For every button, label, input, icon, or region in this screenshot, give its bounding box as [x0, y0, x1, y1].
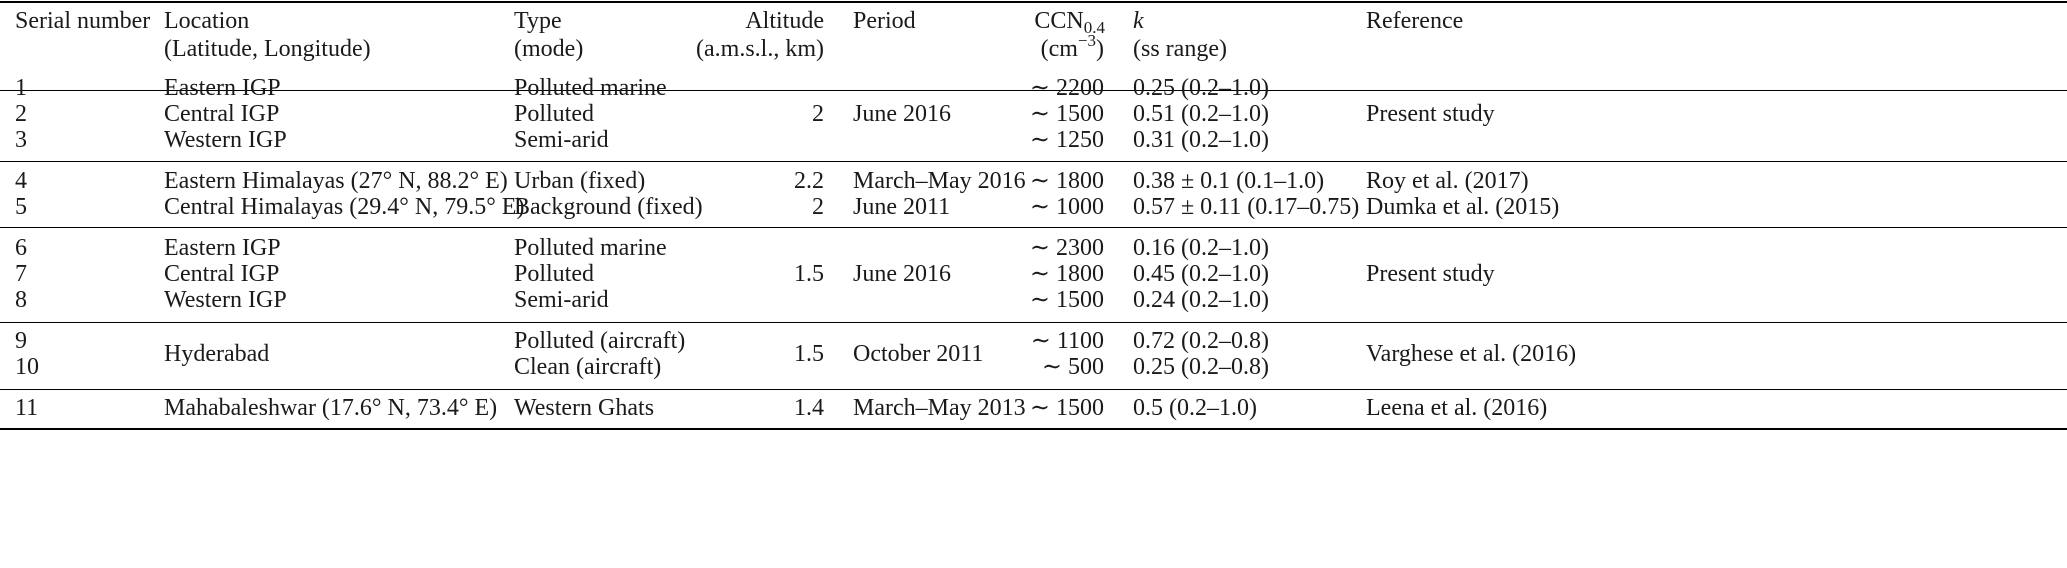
row-2-ccn: ∼ 1500 — [1029, 101, 1104, 127]
row-11-reference: Leena et al. (2016) — [1366, 395, 1548, 421]
row-8-location: Western IGP — [164, 287, 287, 313]
group-rule-4 — [0, 389, 2067, 390]
header-ccn-unit-close: ) — [1096, 36, 1104, 62]
row-5-serial: 5 — [15, 194, 27, 220]
row-11-serial: 11 — [15, 395, 39, 421]
header-serial: Serial number — [15, 8, 151, 34]
row-9-k: 0.72 (0.2–0.8) — [1133, 328, 1269, 354]
row-5-type: Background (fixed) — [514, 194, 703, 220]
row-1-ccn: ∼ 2200 — [1029, 75, 1104, 101]
row-7-serial: 7 — [15, 261, 27, 287]
row-7-period: June 2016 — [853, 261, 951, 287]
row-4-k: 0.38 ± 0.1 (0.1–1.0) — [1133, 168, 1325, 194]
group-9-10-reference: Varghese et al. (2016) — [1366, 341, 1577, 367]
group-9-10-period: October 2011 — [853, 341, 984, 367]
header-altitude: Altitude — [745, 8, 824, 34]
header-ccn-unit-exp: −3 — [1077, 31, 1096, 50]
row-6-k: 0.16 (0.2–1.0) — [1133, 235, 1269, 261]
row-11-type: Western Ghats — [514, 395, 655, 421]
header-altitude-sub: (a.m.s.l., km) — [696, 36, 824, 62]
group-rule-3 — [0, 322, 2067, 323]
group-9-10-altitude: 1.5 — [794, 341, 824, 367]
row-5-altitude: 2 — [812, 194, 824, 220]
row-7-altitude: 1.5 — [794, 261, 824, 287]
row-6-type: Polluted marine — [514, 235, 667, 261]
top-rule — [0, 1, 2067, 3]
row-3-k: 0.31 (0.2–1.0) — [1133, 127, 1269, 153]
row-6-serial: 6 — [15, 235, 27, 261]
header-location: Location — [164, 8, 250, 34]
row-5-k: 0.57 ± 0.11 (0.17–0.75) — [1133, 194, 1360, 220]
row-5-reference: Dumka et al. (2015) — [1366, 194, 1560, 220]
row-1-k: 0.25 (0.2–1.0) — [1133, 75, 1269, 101]
row-5-ccn: ∼ 1000 — [1029, 194, 1104, 220]
group-rule-2 — [0, 227, 2067, 228]
row-2-altitude: 2 — [812, 101, 824, 127]
row-7-location: Central IGP — [164, 261, 280, 287]
row-8-type: Semi-arid — [514, 287, 609, 313]
header-ccn-subscript: 0.4 — [1083, 18, 1105, 37]
row-10-k: 0.25 (0.2–0.8) — [1133, 354, 1269, 380]
row-7-type: Polluted — [514, 261, 595, 287]
row-2-type: Polluted — [514, 101, 595, 127]
row-3-ccn: ∼ 1250 — [1029, 127, 1104, 153]
header-location-sub: (Latitude, Longitude) — [164, 36, 371, 62]
row-3-type: Semi-arid — [514, 127, 609, 153]
row-2-reference: Present study — [1366, 101, 1495, 127]
row-4-location: Eastern Himalayas (27° N, 88.2° E) — [164, 168, 508, 194]
header-period: Period — [853, 8, 916, 34]
header-type-sub: (mode) — [514, 36, 584, 62]
row-9-serial: 9 — [15, 328, 27, 354]
header-ccn-unit — [1041, 32, 1104, 66]
header-k-sub: (ss range) — [1133, 36, 1227, 62]
row-1-serial: 1 — [15, 75, 27, 101]
row-6-ccn: ∼ 2300 — [1029, 235, 1104, 261]
row-4-ccn: ∼ 1800 — [1029, 168, 1104, 194]
row-4-type: Urban (fixed) — [514, 168, 646, 194]
row-9-type: Polluted (aircraft) — [514, 328, 686, 354]
row-10-ccn: ∼ 500 — [1041, 354, 1104, 380]
row-4-period: March–May 2016 — [853, 168, 1026, 194]
row-3-location: Western IGP — [164, 127, 287, 153]
row-9-ccn: ∼ 1100 — [1030, 328, 1104, 354]
row-10-type: Clean (aircraft) — [514, 354, 662, 380]
header-reference: Reference — [1366, 8, 1464, 34]
header-k: k — [1133, 8, 1144, 34]
row-5-location: Central Himalayas (29.4° N, 79.5° E) — [164, 194, 525, 220]
row-4-reference: Roy et al. (2017) — [1366, 168, 1529, 194]
row-7-ccn: ∼ 1800 — [1029, 261, 1104, 287]
row-8-ccn: ∼ 1500 — [1029, 287, 1104, 313]
row-11-location: Mahabaleshwar (17.6° N, 73.4° E) — [164, 395, 498, 421]
row-6-location: Eastern IGP — [164, 235, 281, 261]
row-4-serial: 4 — [15, 168, 27, 194]
row-1-type: Polluted marine — [514, 75, 667, 101]
header-type: Type — [514, 8, 562, 34]
row-11-ccn: ∼ 1500 — [1029, 395, 1104, 421]
row-11-k: 0.5 (0.2–1.0) — [1133, 395, 1257, 421]
row-2-period: June 2016 — [853, 101, 951, 127]
row-5-period: June 2011 — [853, 194, 951, 220]
header-ccn-label: CCN — [1034, 8, 1084, 34]
group-9-10-location: Hyderabad — [164, 341, 270, 367]
row-11-altitude: 1.4 — [794, 395, 824, 421]
row-2-location: Central IGP — [164, 101, 280, 127]
row-11-period: March–May 2013 — [853, 395, 1026, 421]
row-7-reference: Present study — [1366, 261, 1495, 287]
row-4-altitude: 2.2 — [794, 168, 824, 194]
row-8-k: 0.24 (0.2–1.0) — [1133, 287, 1269, 313]
row-10-serial: 10 — [15, 354, 39, 380]
row-2-serial: 2 — [15, 101, 27, 127]
row-1-location: Eastern IGP — [164, 75, 281, 101]
row-2-k: 0.51 (0.2–1.0) — [1133, 101, 1269, 127]
row-7-k: 0.45 (0.2–1.0) — [1133, 261, 1269, 287]
header-ccn-unit-open: (cm — [1040, 36, 1078, 62]
row-3-serial: 3 — [15, 127, 27, 153]
group-rule-1 — [0, 161, 2067, 162]
row-8-serial: 8 — [15, 287, 27, 313]
bottom-rule — [0, 428, 2067, 430]
